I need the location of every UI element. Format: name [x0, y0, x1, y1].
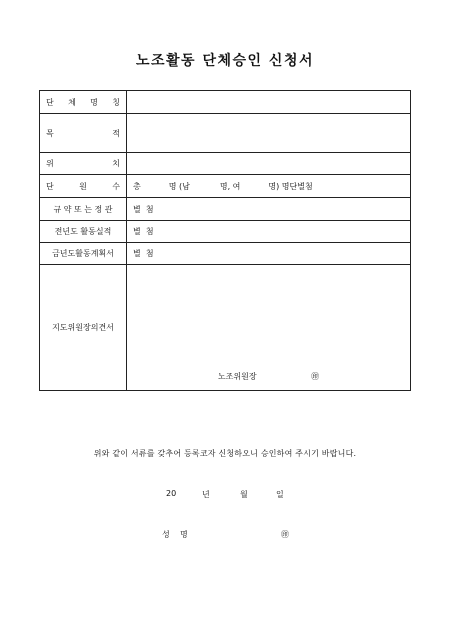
row-members	[40, 175, 411, 198]
field-members[interactable]	[127, 175, 411, 198]
row-advisor-opinion	[40, 265, 411, 391]
label-char: 치	[112, 159, 120, 168]
row-this-year	[40, 243, 411, 265]
label-bylaws: 규 약 또 는 정 관	[40, 198, 127, 221]
label-char: 수	[112, 181, 120, 191]
advisor-signature	[127, 371, 410, 382]
label-group-name	[40, 91, 127, 114]
label-this-year: 금년도활동계획서	[40, 243, 127, 265]
members-female-label: 명, 여	[219, 181, 241, 191]
field-bylaws: 별 첨	[127, 198, 411, 221]
date-year-label: 년	[202, 490, 210, 499]
row-last-year	[40, 221, 411, 243]
signature-char: 명	[180, 530, 188, 539]
application-form-table	[39, 90, 411, 391]
label-char: 명	[90, 97, 98, 107]
row-group-name	[40, 91, 411, 114]
label-char: 칭	[112, 97, 120, 107]
date-day-label: 일	[276, 490, 284, 499]
label-char: 목	[46, 128, 54, 138]
label-advisor-opinion: 지도위원장의견서	[40, 265, 127, 391]
members-total-label: 총	[133, 181, 141, 191]
signature-char: 성	[162, 530, 170, 539]
field-advisor-opinion[interactable]	[127, 265, 411, 391]
label-purpose	[40, 114, 127, 153]
field-purpose[interactable]	[127, 114, 411, 153]
label-location	[40, 153, 127, 175]
label-last-year: 전년도 활동실적	[40, 221, 127, 243]
field-group-name[interactable]	[127, 91, 411, 114]
row-bylaws	[40, 198, 411, 221]
seal-mark: ㊞	[311, 372, 320, 381]
field-this-year: 별 첨	[127, 243, 411, 265]
label-char: 단	[46, 181, 54, 191]
label-char: 위	[46, 159, 54, 168]
date-year-prefix: 20	[166, 489, 177, 498]
members-tail-label: 명) 명단별첨	[268, 181, 313, 191]
row-purpose	[40, 114, 411, 153]
label-char: 단	[46, 97, 54, 107]
field-location[interactable]	[127, 153, 411, 175]
date-month-label: 월	[240, 490, 248, 499]
seal-mark: ㊞	[281, 530, 289, 539]
advisor-signer-label: 노조위원장	[217, 372, 257, 381]
request-statement: 위와 같이 서류를 갖추어 등록코자 신청하오니 승인하여 주시기 바랍니다.	[93, 449, 357, 458]
label-char: 원	[79, 181, 87, 191]
field-last-year: 별 첨	[127, 221, 411, 243]
label-char: 적	[112, 128, 120, 138]
members-male-label: 명 (남	[168, 181, 190, 191]
label-char: 체	[68, 97, 76, 107]
label-members	[40, 175, 127, 198]
row-location	[40, 153, 411, 175]
form-title: 노조활동 단체승인 신청서	[135, 53, 314, 69]
